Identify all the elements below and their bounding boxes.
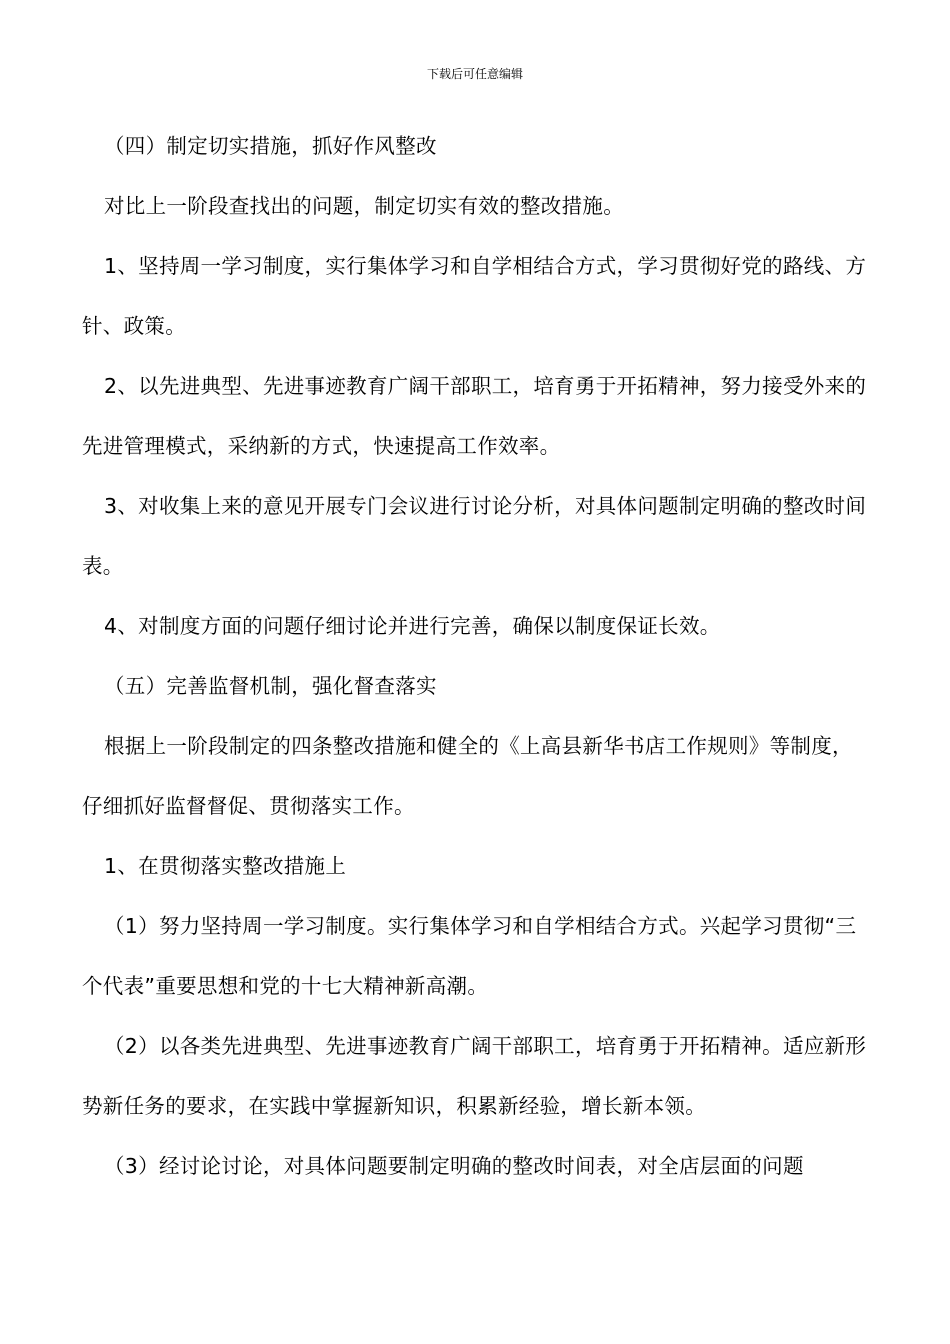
paragraph: 3、对收集上来的意见开展专门会议进行讨论分析，对具体问题制定明确的整改时间表。 (82, 494, 867, 578)
document-body (82, 116, 872, 1196)
paragraph: （1）努力坚持周一学习制度。实行集体学习和自学相结合方式。兴起学习贯彻“三个代表”重要思想和党的十七大精神新高潮。 (82, 914, 857, 998)
paragraph: 对比上一阶段查找出的问题，制定切实有效的整改措施。 (104, 194, 624, 218)
paragraph: （2）以各类先进典型、先进事迹教育广阔干部职工，培育勇于开拓精神。适应新形势新任务的要求，在实践中掌握新知识，积累新经验，增长新本领。 (82, 1034, 867, 1118)
paragraph: （3）经讨论讨论，对具体问题要制定明确的整改时间表，对全店层面的问题 (104, 1154, 804, 1178)
paragraph: 4、对制度方面的问题仔细讨论并进行完善，确保以制度保证长效。 (104, 614, 721, 638)
page-header-note: 下载后可任意编辑 (426, 67, 523, 81)
section-heading-five: （五）完善监督机制，强化督查落实 (104, 674, 437, 698)
section-heading-four: （四）制定切实措施，抓好作风整改 (104, 134, 437, 158)
paragraph: 根据上一阶段制定的四条整改措施和健全的《上高县新华书店工作规则》等制度，仔细抓好监督督促、贯彻落实工作。 (82, 734, 853, 818)
paragraph: 1、坚持周一学习制度，实行集体学习和自学相结合方式，学习贯彻好党的路线、方针、政策。 (82, 254, 867, 338)
paragraph: 2、以先进典型、先进事迹教育广阔干部职工，培育勇于开拓精神，努力接受外来的先进管理模式，采纳新的方式，快速提高工作效率。 (82, 374, 867, 458)
paragraph: 1、在贯彻落实整改措施上 (104, 854, 347, 878)
